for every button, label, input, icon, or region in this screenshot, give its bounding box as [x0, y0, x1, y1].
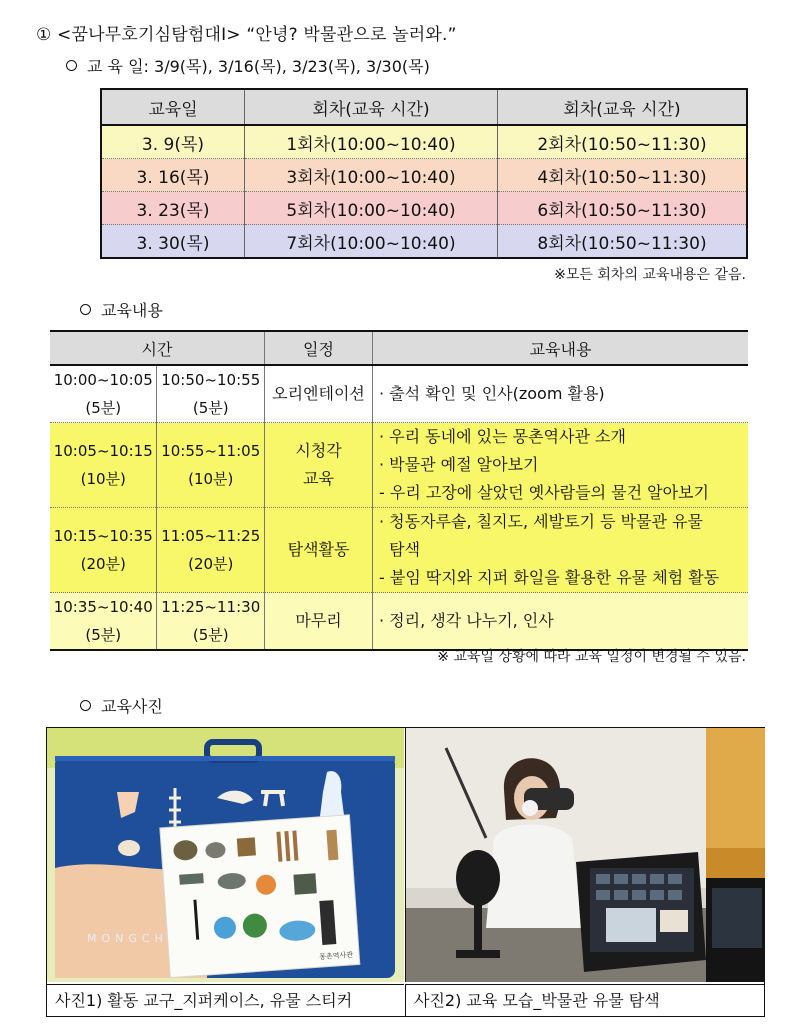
page-title: ① <꿈나무호기심탐험대Ⅰ> “안녕? 박물관으로 놀러와.”: [36, 25, 457, 45]
duration: (10분): [80, 470, 126, 488]
schedule-header-first: 회차(교육 시간): [245, 89, 498, 125]
content-schedule-cell: 마무리: [265, 593, 373, 651]
content-row: [50, 365, 748, 423]
photos-section-heading: [80, 694, 163, 717]
schedule-header-second: 회차(교육 시간): [498, 89, 748, 125]
schedule-row: [101, 192, 747, 225]
content-row: [50, 508, 748, 593]
content-time-cell: [157, 508, 265, 593]
description-line: - 붙임 딱지와 지퍼 화일을 활용한 유물 체험 활동: [379, 568, 720, 587]
content-header-content: 교육내용: [373, 331, 749, 365]
bullet-icon: [80, 304, 91, 315]
duration: (10분): [188, 470, 234, 488]
schedule-cell-second: 8회차(10:50~11:30): [498, 225, 748, 259]
schedule-cell-first: 7회차(10:00~10:40): [245, 225, 498, 259]
schedule-row: [101, 159, 747, 192]
description-line: · 출석 확인 및 인사(zoom 활용): [379, 384, 605, 403]
schedule-cell-second: 2회차(10:50~11:30): [498, 125, 748, 159]
schedule-cell-first: 5회차(10:00~10:40): [245, 192, 498, 225]
zipper-case-image: [47, 728, 404, 982]
schedule-cell-date: 3. 16(목): [101, 159, 245, 192]
photo-zipper-case: [47, 728, 404, 982]
description-line: · 박물관 예절 알아보기: [379, 455, 539, 474]
content-description-cell: [373, 423, 749, 508]
schedule-cell-first: 1회차(10:00~10:40): [245, 125, 498, 159]
content-schedule-cell: 시청각 교육: [265, 423, 373, 508]
schedule-cell-second: 6회차(10:50~11:30): [498, 192, 748, 225]
schedule-header-date: 교육일: [101, 89, 245, 125]
content-description-cell: [373, 508, 749, 593]
photo-caption-2: 사진2) 교육 모습_박물관 유물 탐색: [405, 984, 765, 1016]
sticker-brand: 몽촌역사관: [318, 950, 354, 962]
teacher-class-image: [406, 728, 765, 982]
content-time-cell: [157, 423, 265, 508]
content-section-heading: [80, 298, 163, 321]
description-line: 탐색: [379, 540, 421, 559]
schedule-row: [101, 225, 747, 259]
content-time-cell: [157, 593, 265, 651]
description-line: - 우리 고장에 살았던 옛사람들의 물건 알아보기: [379, 483, 709, 502]
content-section-label: 교육내용: [101, 301, 163, 320]
content-time-cell: [50, 593, 157, 651]
content-schedule-cell: 오리엔테이션: [265, 365, 373, 423]
content-time-cell: [157, 365, 265, 423]
content-table: [50, 330, 748, 651]
description-line: · 우리 동네에 있는 몽촌역사관 소개: [379, 427, 626, 446]
schedule-cell-date: 3. 30(목): [101, 225, 245, 259]
content-header-schedule: 일정: [265, 331, 373, 365]
time-range: 11:05~11:25: [161, 527, 261, 545]
schedule-cell-second: 4회차(10:50~11:30): [498, 159, 748, 192]
time-range: 10:35~10:40: [53, 598, 153, 616]
dates-value: 3/9(목), 3/16(목), 3/23(목), 3/30(목): [154, 57, 430, 76]
time-range: 10:05~10:15: [53, 442, 153, 460]
duration: (5분): [192, 626, 229, 644]
description-line: · 청동자루솥, 칠지도, 세발토기 등 박물관 유물: [379, 512, 703, 531]
schedule-table: [100, 88, 748, 259]
bullet-icon: [66, 60, 77, 71]
schedule-cell-first: 3회차(10:00~10:40): [245, 159, 498, 192]
dates-label: 교 육 일:: [87, 57, 149, 76]
photo-teacher-class: [405, 728, 765, 982]
content-header-time: 시간: [50, 331, 265, 365]
duration: (20분): [188, 555, 234, 573]
description-line: · 정리, 생각 나누기, 인사: [379, 611, 554, 630]
photos-section-label: 교육사진: [101, 697, 163, 716]
duration: (5분): [85, 626, 122, 644]
content-row: [50, 423, 748, 508]
schedule-cell-date: 3. 23(목): [101, 192, 245, 225]
photo-frame: [46, 727, 765, 1017]
duration: (5분): [192, 399, 229, 417]
time-range: 10:55~11:05: [161, 442, 261, 460]
content-note: ※ 교육일 상황에 따라 교육 일정이 변경될 수 있음.: [437, 649, 746, 665]
time-range: 10:00~10:05: [53, 371, 153, 389]
schedule-cell-date: 3. 9(목): [101, 125, 245, 159]
content-time-cell: [50, 508, 157, 593]
content-time-cell: [50, 365, 157, 423]
education-dates: [66, 54, 430, 77]
schedule-row: [101, 125, 747, 159]
bag-text: MONGCH: [87, 932, 168, 945]
time-range: 10:15~10:35: [53, 527, 153, 545]
time-range: 11:25~11:30: [161, 598, 261, 616]
duration: (20분): [80, 555, 126, 573]
time-range: 10:50~10:55: [161, 371, 261, 389]
bullet-icon: [80, 700, 91, 711]
content-schedule-cell: 탐색활동: [265, 508, 373, 593]
content-description-cell: [373, 365, 749, 423]
duration: (5분): [85, 399, 122, 417]
content-time-cell: [50, 423, 157, 508]
content-row: [50, 593, 748, 651]
content-description-cell: [373, 593, 749, 651]
photo-caption-1: 사진1) 활동 교구_지퍼케이스, 유물 스티커: [47, 984, 404, 1016]
schedule-note: ※모든 회차의 교육내용은 같음.: [554, 267, 746, 283]
